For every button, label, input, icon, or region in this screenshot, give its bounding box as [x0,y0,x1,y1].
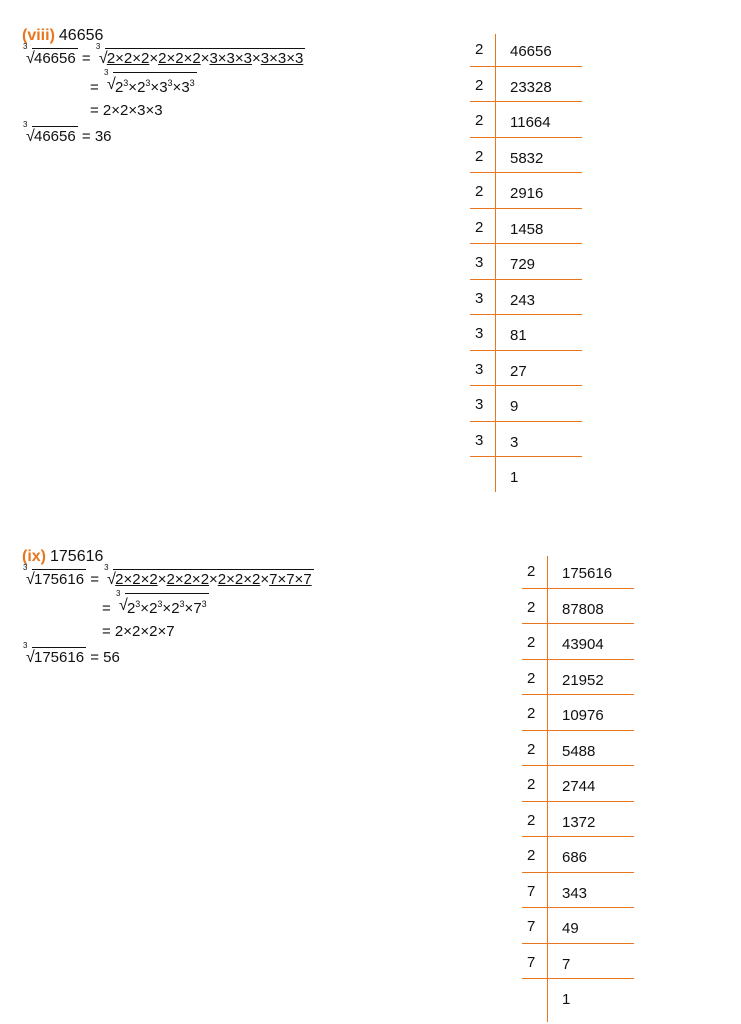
ladder-rule [470,385,582,386]
ladder-rule [522,836,634,837]
ladder-quotient: 7 [562,955,571,973]
ladder-quotient: 23328 [510,78,552,96]
ladder-divisor: 2 [527,811,536,829]
ladder-quotient: 2744 [562,778,596,795]
problem-number: 46656 [58,27,104,44]
ladder-quotient: 46656 [510,43,552,60]
ladder-row [470,141,582,177]
ladder-row [470,176,582,212]
ladder-quotient: 1 [562,991,571,1008]
ladder-quotient: 686 [562,849,588,866]
cube-root: 3 √ 46656 [23,42,76,67]
cube-root-powers: 3 √ $2^3\times 2^3\times 2^3\times 7^3$ [115,589,207,617]
problem-label: (ix) [22,548,46,565]
ladder-rule [470,314,582,315]
ladder-row [470,389,582,425]
ladder-quotient: 21952 [562,671,604,689]
step-1: 3 √ 46656 = 3 √ 2×2×2×2×2×2×3×3×3×3×3×3 [22,46,442,72]
step-4-result: 3 √ 175616 = 56 [22,645,442,671]
cube-root: 3 √ 175616 [23,641,85,666]
ladder-rule [470,208,582,209]
step-3: = 2×2×2×7 [102,623,175,640]
ladder-rule [522,907,634,908]
ladder-divisor: 2 [527,563,536,580]
ladder-divisor: 2 [527,776,536,793]
ladder-divisor: 2 [527,669,536,687]
ladder-row [522,556,634,592]
ladder-divisor: 2 [527,634,536,651]
ladder-row [522,982,634,1018]
ladder-divisor: 3 [475,325,484,342]
ladder-divisor: 2 [475,76,484,94]
ladder-row [522,947,634,983]
ladder-divisor: 2 [527,740,536,758]
ladder-row [522,805,634,841]
ladder-quotient: 729 [510,256,536,273]
ladder-quotient: 343 [562,884,588,902]
ladder-row [470,318,582,354]
ladder-row [522,911,634,947]
ladder-row [522,734,634,770]
problem-title [22,547,442,567]
cube-root-factors: 3 √ 2×2×2×2×2×2×3×3×3×3×3×3 [95,42,304,67]
ladder-divisor: 2 [527,705,536,722]
ladder-rule [470,350,582,351]
ladder-row [522,592,634,628]
ladder-divisor: 7 [527,918,536,935]
ladder-quotient: 49 [562,920,579,937]
ladder-quotient: 1 [510,469,519,486]
ladder-row [470,34,582,70]
ladder-row [522,627,634,663]
ladder-row [470,460,582,496]
ladder-divisor: 3 [475,289,484,307]
ladder-rule [522,623,634,624]
ladder-row [470,212,582,248]
problem-number: 175616 [50,548,104,565]
ladder-quotient: 5832 [510,149,544,167]
ladder-quotient: 5488 [562,742,596,760]
ladder-row [470,354,582,390]
ladder-quotient: 243 [510,291,536,309]
ladder-row [522,698,634,734]
ladder-quotient: 2916 [510,185,544,202]
ladder-rule [522,943,634,944]
ladder-quotient: 9 [510,398,519,415]
ladder-quotient: 43904 [562,636,604,653]
ladder-rule [470,101,582,102]
ladder-rule [470,137,582,138]
ladder-divisor: 2 [475,147,484,165]
ladder-divisor: 3 [475,396,484,413]
ladder-rule [522,872,634,873]
ladder-divisor: 7 [527,953,536,971]
ladder-rule [470,456,582,457]
cube-root: 3 √ 175616 [23,563,85,588]
ladder-row [470,283,582,319]
problem-title [22,26,442,46]
ladder-quotient: 27 [510,362,527,380]
step-4-result: 3 √ 46656 = 36 [22,124,442,150]
ladder-rule [522,765,634,766]
ladder-rule [470,172,582,173]
ladder-rule [470,421,582,422]
ladder-quotient: 11664 [510,114,551,131]
step-2: = 3 √ $2^3\times 2^3\times 3^3\times 3^3$ [22,72,442,98]
cube-root-factors: 3 √ 2×2×2×2×2×2×2×2×2×7×7×7 [104,563,312,588]
cube-root-powers: 3 √ $2^3\times 2^3\times 3^3\times 3^3$ [103,68,195,96]
ladder-row [522,840,634,876]
ladder-row [470,70,582,106]
ladder-quotient: 87808 [562,600,604,618]
ladder-rule [522,730,634,731]
ladder-rule [522,588,634,589]
ladder-row [470,425,582,461]
ladder-row [522,663,634,699]
ladder-quotient: 10976 [562,707,604,724]
ladder-divisor: 3 [475,254,484,271]
ladder-divisor: 2 [475,112,484,129]
ladder-divisor: 2 [475,41,484,58]
ladder-rule [522,801,634,802]
ladder-rule [522,659,634,660]
ladder-row [522,769,634,805]
step-3: = 2×2×3×3 [90,102,163,119]
cube-root: 3 √ 46656 [23,120,76,145]
ladder-quotient: 3 [510,433,519,451]
ladder-rule [470,243,582,244]
ladder-rule [470,66,582,67]
step-1: 3 √ 175616 = 3 √ 2×2×2×2×2×2×2×2×2×7×7×7 [22,567,442,593]
ladder-rule [470,279,582,280]
problem-label: (viii) [22,27,55,44]
ladder-divisor: 7 [527,882,536,900]
problem-ix [22,547,442,671]
ladder-quotient: 1458 [510,220,544,238]
ladder-divisor: 3 [475,360,484,378]
ladder-rule [522,694,634,695]
problem-viii [22,26,442,150]
step-2: = 3 √ $2^3\times 2^3\times 2^3\times 7^3$ [22,593,442,619]
ladder-row [470,247,582,283]
ladder-row [470,105,582,141]
ladder-quotient: 175616 [562,565,613,582]
ladder-divisor: 2 [527,847,536,864]
ladder-quotient: 1372 [562,813,596,831]
ladder-quotient: 81 [510,327,527,344]
ladder-row [522,876,634,912]
ladder-rule [522,978,634,979]
ladder-divisor: 2 [475,218,484,236]
ladder-divisor: 3 [475,431,484,449]
ladder-divisor: 2 [527,598,536,616]
ladder-divisor: 2 [475,183,484,200]
